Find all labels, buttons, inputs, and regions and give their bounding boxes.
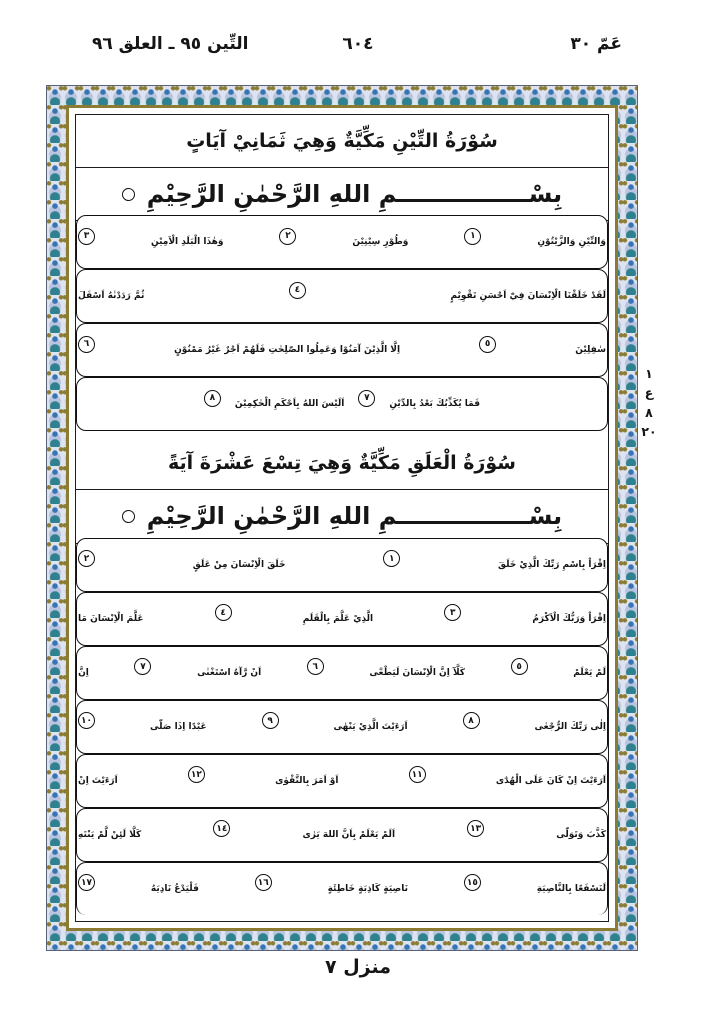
quran-text: سُوْرَةُ التِّيْنِ مَكِّيَّةٌ وَهِيَ ثَمَانِيْ آيَاتٍ [186,130,498,153]
quran-text: الَّذِيْ عَلَّمَ بِالْقَلَمِ [302,613,374,624]
ayah-marker: ١٠ [78,712,95,729]
ruku-marker-item: ٢٠ [641,424,657,440]
ruku-marker-item: ع [644,385,654,401]
ayah-marker: ٦ [307,658,324,675]
ayah-marker: ١ [383,550,400,567]
quran-text: لَقَدْ خَلَقْنَا الْاِنْسَانَ فِيْٓ اَحْسَنِ تَقْوِيْمٍ [450,291,606,302]
quran-line [76,592,608,646]
ayah-marker: ٧ [134,658,151,675]
ayah-marker: ١٣ [467,820,484,837]
surah-range-label: التِّين ٩٥ ـ العلق ٩٦ [92,34,249,54]
quran-text: نَاصِيَةٍ كَاذِبَةٍ خَاطِئَةٍ [327,883,408,894]
quran-text: وَهٰذَا الْبَلَدِ الْاَمِيْنِ [150,237,224,248]
ayah-marker: ١٤ [213,820,230,837]
ayah-marker: ٢ [279,228,296,245]
quran-line [76,215,608,269]
manzil-label: منزل ۷ [324,956,392,978]
quran-line [76,862,608,915]
quran-line [76,754,608,808]
quran-text: اَوْ اَمَرَ بِالتَّقْوٰى [275,775,339,786]
quran-text: اِلَّا الَّذِيْنَ آمَنُوْا وَعَمِلُوا الصّٰلِحٰتِ فَلَهُمْ اَجْرٌ غَيْرُ مَمْنُوْنٍ [174,345,401,356]
quran-text: سُوْرَةُ الْعَلَقِ مَكِّيَّةٌ وَهِيَ تِسْعَ عَشْرَةَ آيَةً [168,452,516,475]
page-number: ٦٠٤ [342,34,374,54]
quran-text: اَلَيْسَ اللهُ بِاَحْكَمِ الْحٰكِمِيْنَ [234,399,345,410]
quran-text: اَرَءَيْتَ اِنْ [78,775,118,786]
quran-line [76,538,608,592]
ayah-marker: ٥ [511,658,528,675]
ayah-marker: ٤ [215,604,232,621]
ayah-marker: ٧ [358,390,375,407]
quran-text: اَنْ رَّآهُ اسْتَغْنٰى [197,667,262,678]
quran-text: اِلٰى رَبِّكَ الرُّجْعٰى [534,721,606,732]
quran-line [76,437,608,490]
quran-text: ثُمَّ رَدَدْنٰهُ اَسْفَلَ [78,291,145,302]
quran-text: اِقْرَاْ بِاسْمِ رَبِّكَ الَّذِيْ خَلَقَ [498,559,606,570]
ayah-marker [122,188,135,201]
quran-line [76,700,608,754]
ruku-marker [636,364,662,442]
quran-text: عَلَّمَ الْاِنْسَانَ مَا [78,613,144,624]
ayah-marker: ٨ [463,712,480,729]
quran-text: اَرَءَيْتَ الَّذِيْ يَنْهٰى [333,721,408,732]
quran-line [76,269,608,323]
ayah-marker: ١ [464,228,481,245]
ruku-marker-item: ٨ [645,404,653,420]
quran-text: كَذَّبَ وَتَوَلّٰى [556,829,606,840]
ayah-marker: ٣ [78,228,95,245]
ayah-marker: ١٦ [255,874,272,891]
quran-text: كَلَّآ اِنَّ الْاِنْسَانَ لَيَطْغٰٓى [369,667,466,678]
ayah-marker: ١٥ [464,874,481,891]
quran-text: خَلَقَ الْاِنْسَانَ مِنْ عَلَقٍ [192,559,286,570]
quran-text: بِسْــــــــــــــــمِ اللهِ الرَّحْمٰنِ الرَّحِيْمِ [146,180,563,209]
ayah-marker: ٣ [444,604,461,621]
quran-text: اَرَءَيْتَ اِنْ كَانَ عَلَى الْهُدٰٓى [495,775,606,786]
quran-text: وَطُوْرِ سِيْنِيْنَ [352,237,409,248]
quran-text: لَمْ يَعْلَمْ [573,667,606,678]
quran-line [76,323,608,377]
text-rows [75,114,609,922]
decorative-border-frame [46,85,638,951]
quran-line [76,646,608,700]
quran-line [76,490,608,543]
ayah-marker: ٤ [289,282,306,299]
quran-text: لَنَسْفَعًا بِالنَّاصِيَةِ [536,883,606,894]
ayah-marker [122,510,135,523]
ayah-marker: ٦ [78,336,95,353]
quran-line [76,115,608,168]
quran-text: اِقْرَاْ وَرَبُّكَ الْاَكْرَمُ [532,613,606,624]
ayah-marker: ١٧ [78,874,95,891]
ayah-marker: ٩ [262,712,279,729]
quran-text: كَلَّا لَئِنْ لَّمْ يَنْتَهِ [78,829,142,840]
ayah-marker: ٥ [479,336,496,353]
quran-text: بِسْــــــــــــــــمِ اللهِ الرَّحْمٰنِ الرَّحِيْمِ [146,502,563,531]
quran-text: وَالتِّيْنِ وَالزَّيْتُوْنِ [537,237,606,248]
quran-text: فَمَا يُكَذِّبُكَ بَعْدُ بِالدِّيْنِ [389,399,481,410]
quran-text: اِنَّ [78,667,89,678]
page-header [0,34,716,62]
ayah-marker: ١٢ [188,766,205,783]
ruku-marker-item: ١ [645,366,653,381]
quran-text: فَلْيَدْعُ نَادِيَهُ [150,883,199,894]
ayah-marker: ١١ [409,766,426,783]
ayah-marker: ٨ [204,390,221,407]
quran-text: عَبْدًا اِذَا صَلّٰى [149,721,207,732]
inner-gold-rule [66,105,618,931]
quran-line [76,377,608,431]
quran-line [76,168,608,221]
ayah-marker: ٢ [78,550,95,567]
juz-label: عَمّ ٣٠ [570,34,622,54]
quran-text: سٰفِلِيْنَ [575,345,606,356]
quran-text: اَلَمْ يَعْلَمْ بِاَنَّ اللهَ يَرٰى [302,829,396,840]
quran-line [76,808,608,862]
